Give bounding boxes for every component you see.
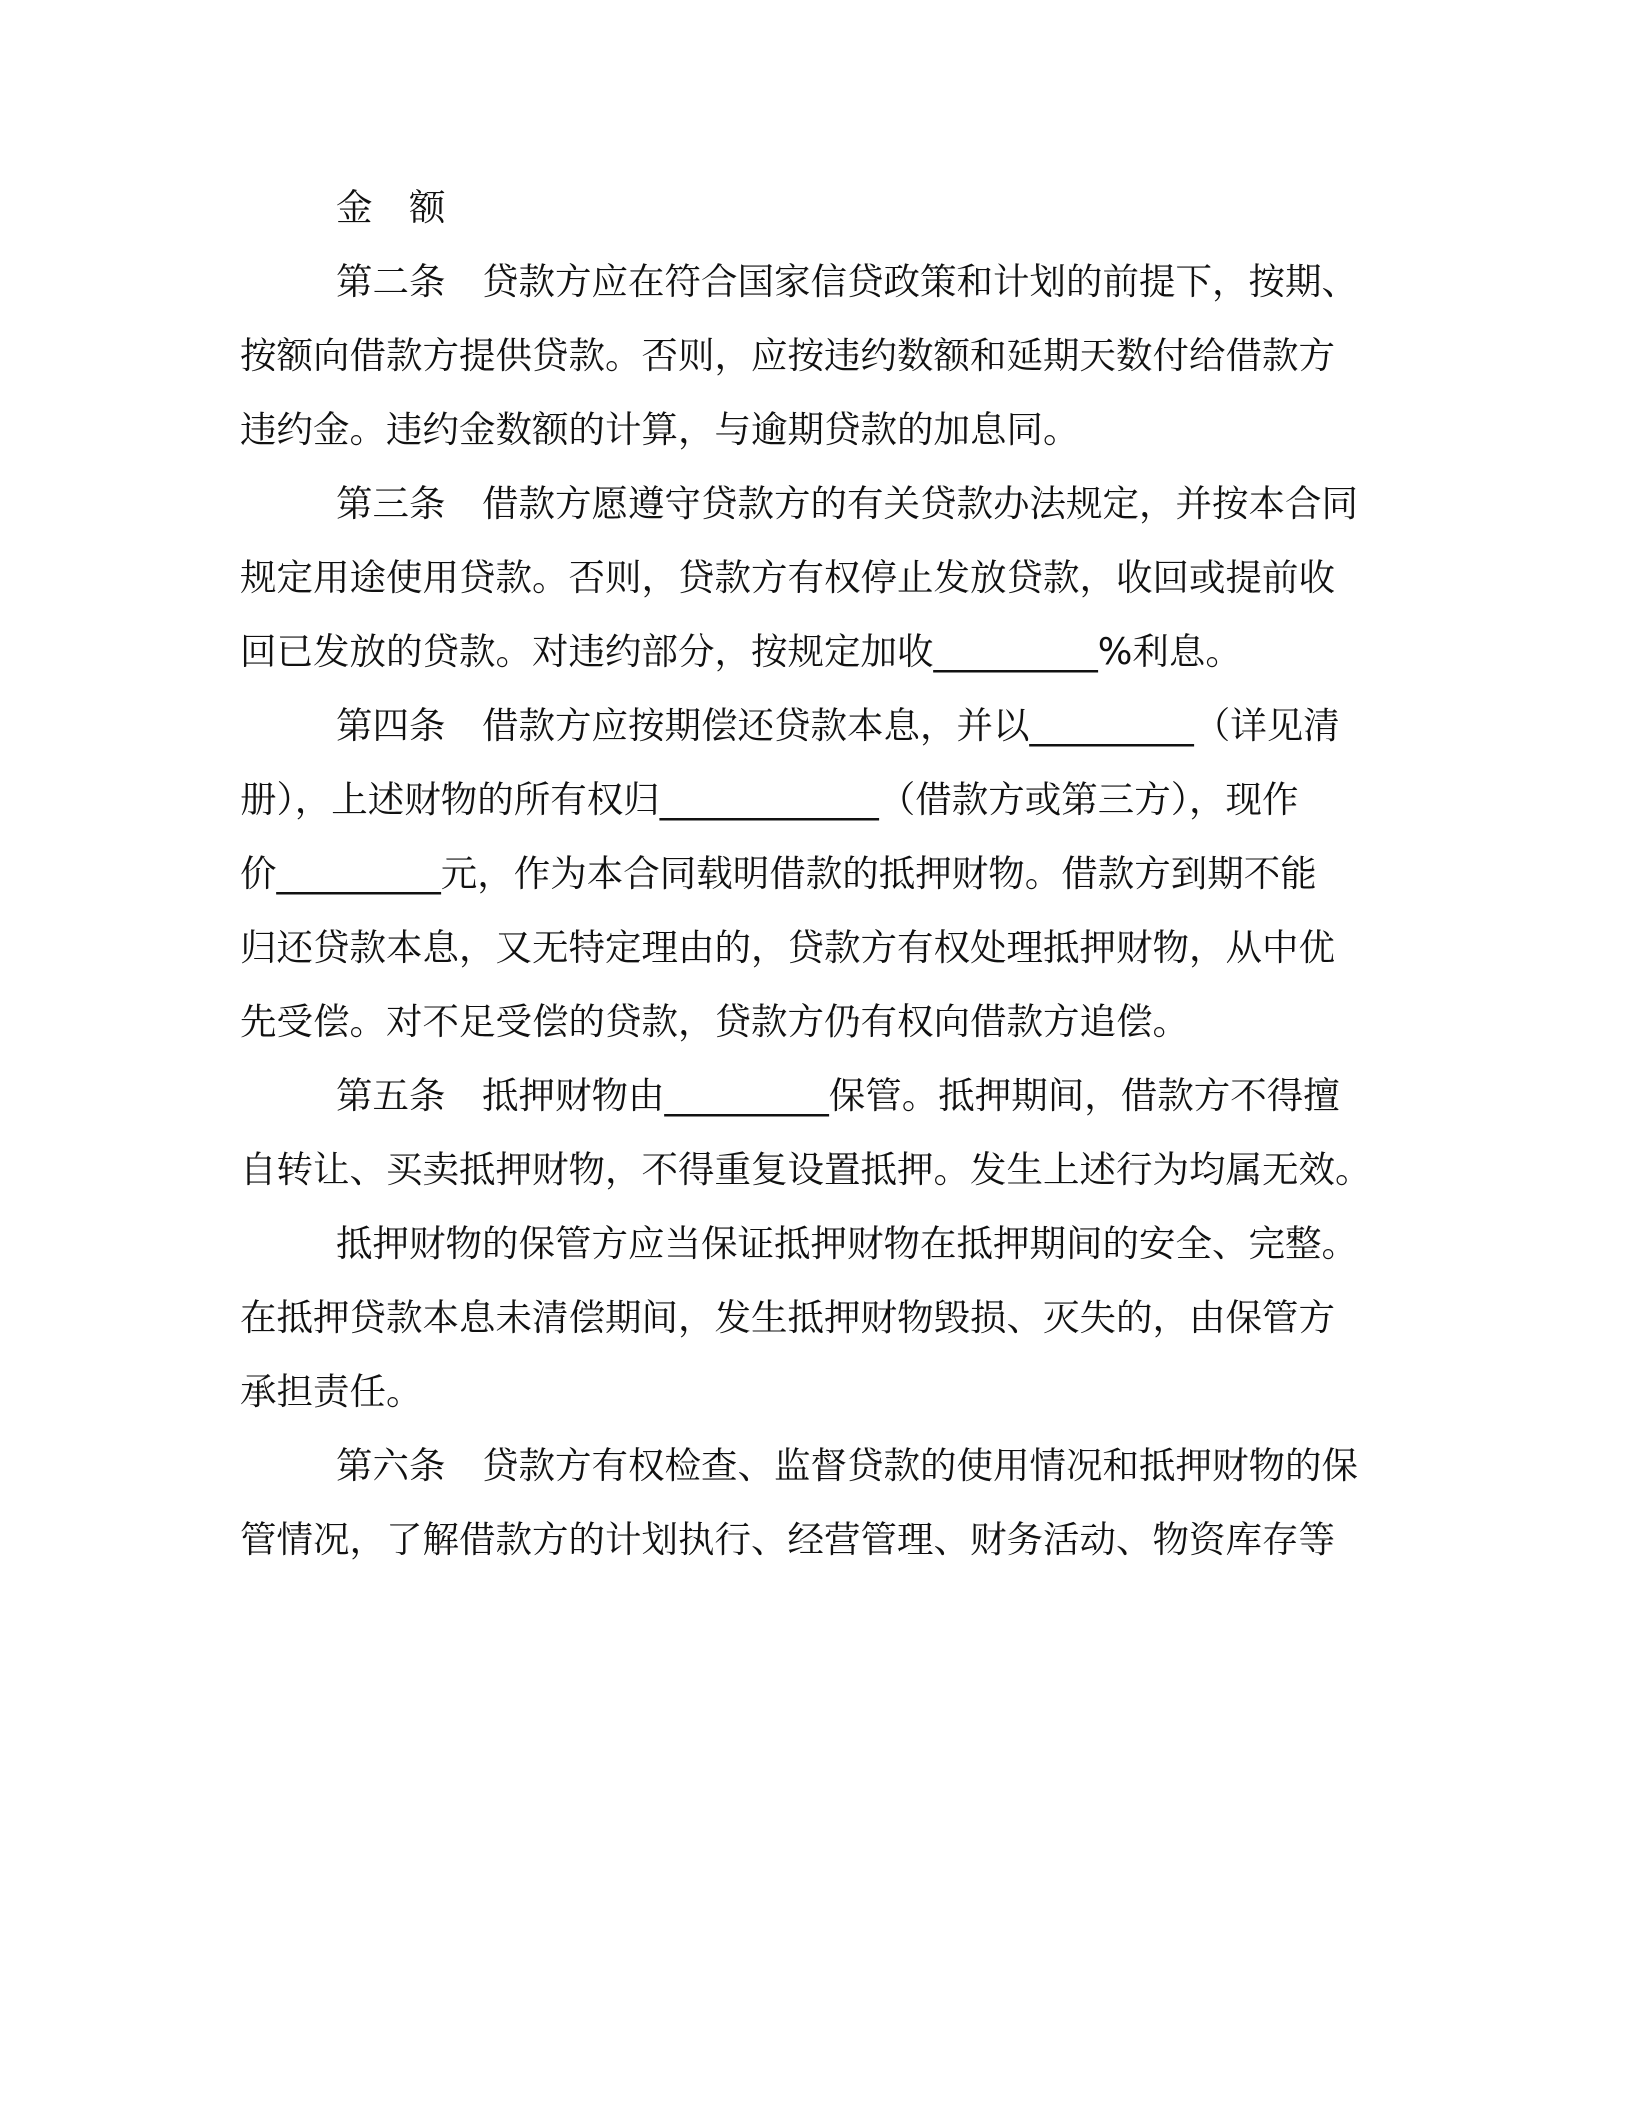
document-body (240, 186, 1380, 1561)
text-line: 第五条 抵押财物由_________保管。抵押期间，借款方不得擅 (336, 1074, 1340, 1117)
text-line: 违约金。违约金数额的计算，与逾期贷款的加息同。 (240, 408, 1080, 451)
text-line: 先受偿。对不足受偿的贷款，贷款方仍有权向借款方追偿。 (240, 1000, 1189, 1043)
text-line: 按额向借款方提供贷款。否则，应按违约数额和延期天数付给借款方 (240, 334, 1335, 377)
text-line: 管情况，了解借款方的计划执行、经营管理、财务活动、物资库存等 (240, 1518, 1335, 1561)
text-line: 承担责任。 (240, 1370, 423, 1413)
article-5-paragraph (240, 1074, 1380, 1191)
text-line: 回已发放的贷款。对违约部分，按规定加收_________%利息。 (240, 630, 1242, 673)
text-line: 册），上述财物的所有权归____________（借款方或第三方），现作 (240, 778, 1299, 821)
text-line: 第四条 借款方应按期偿还贷款本息，并以_________（详见清 (336, 704, 1340, 747)
article-3-paragraph (240, 482, 1380, 673)
custody-paragraph (240, 1222, 1380, 1413)
text-line: 价_________元，作为本合同载明借款的抵押财物。借款方到期不能 (240, 852, 1317, 895)
text-line: 在抵押贷款本息未清偿期间，发生抵押财物毁损、灭失的，由保管方 (240, 1296, 1335, 1339)
text-line: 抵押财物的保管方应当保证抵押财物在抵押期间的安全、完整。 (336, 1222, 1358, 1265)
text-line: 第六条 贷款方有权检查、监督贷款的使用情况和抵押财物的保 (336, 1444, 1358, 1487)
article-2-paragraph (240, 260, 1380, 451)
text-line: 归还贷款本息，又无特定理由的，贷款方有权处理抵押财物，从中优 (240, 926, 1335, 969)
text-line: 第二条 贷款方应在符合国家信贷政策和计划的前提下，按期、 (336, 260, 1358, 303)
section-heading (240, 186, 1380, 229)
text-line: 第三条 借款方愿遵守贷款方的有关贷款办法规定，并按本合同 (336, 482, 1358, 525)
heading-text: 金 额 (336, 186, 446, 229)
article-6-paragraph (240, 1444, 1380, 1561)
text-line: 规定用途使用贷款。否则，贷款方有权停止发放贷款，收回或提前收 (240, 556, 1335, 599)
article-4-paragraph (240, 704, 1380, 1043)
text-line: 自转让、买卖抵押财物，不得重复设置抵押。发生上述行为均属无效。 (240, 1148, 1372, 1191)
